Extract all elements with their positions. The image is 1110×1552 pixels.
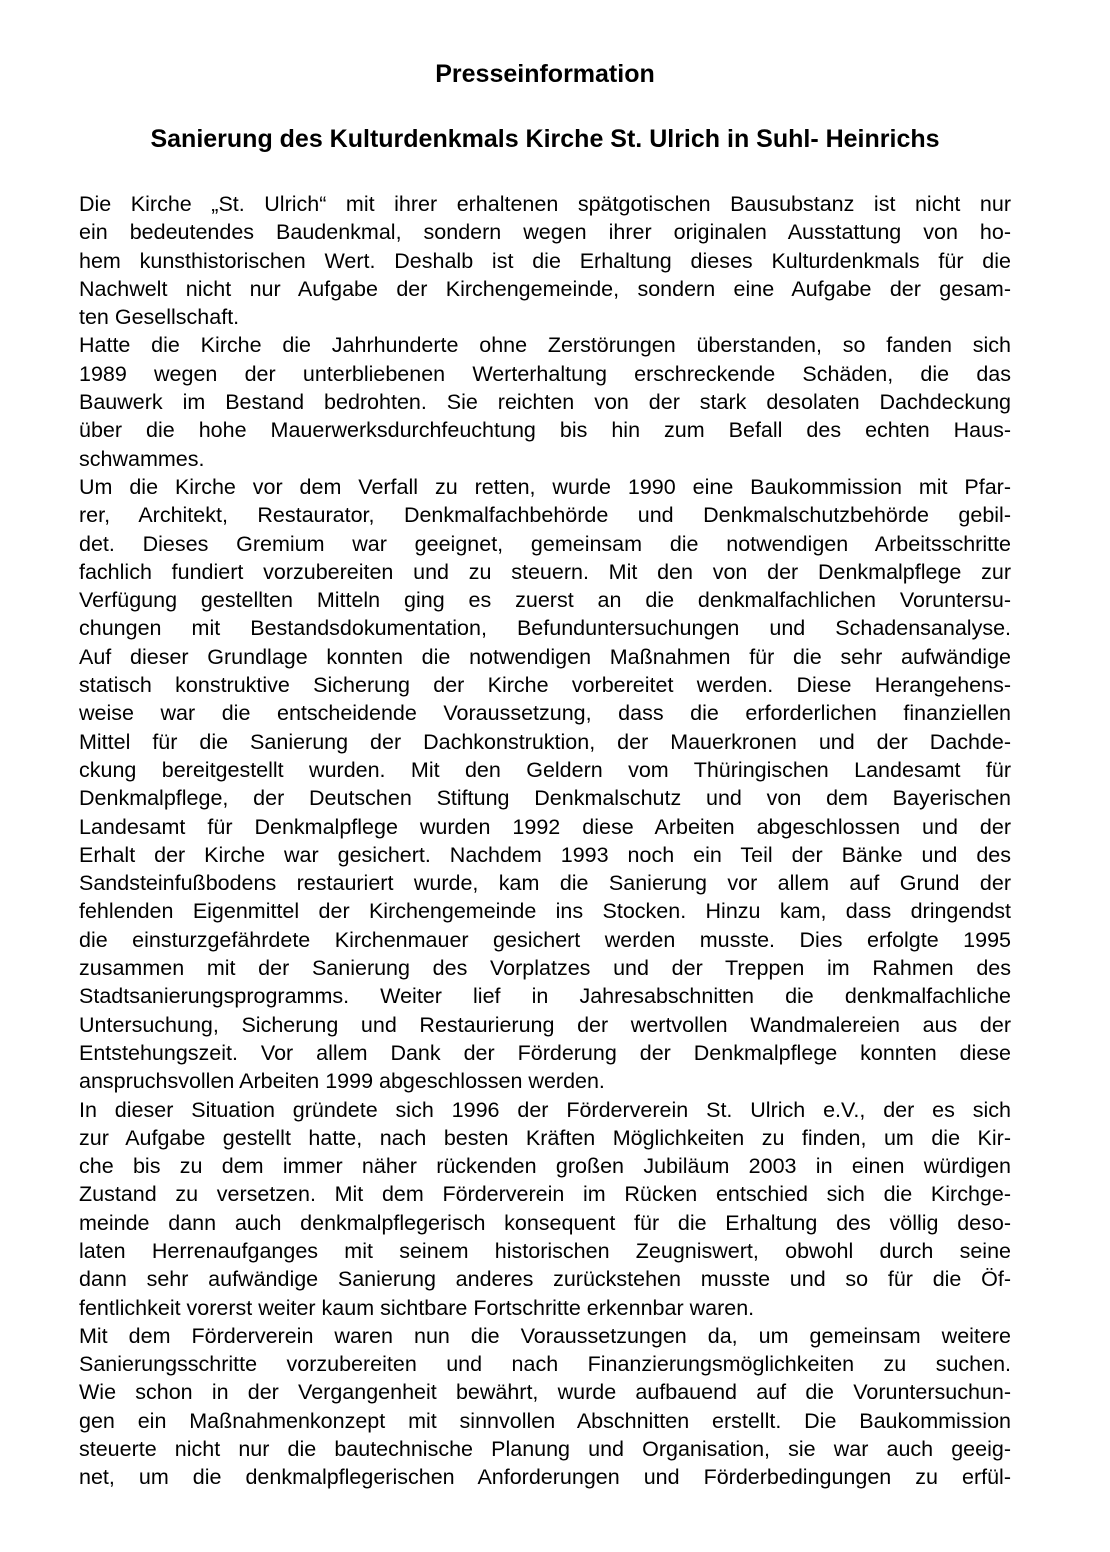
body-line: weise war die entscheidende Voraussetzung, dass die erforderlichen finanziellen [79,701,1011,726]
body-line: 1989 wegen der unterbliebenen Werterhaltung erschreckende Schäden, die das [79,361,1011,386]
body-line: Um die Kirche vor dem Verfall zu retten, wurde 1990 eine Baukommission mit Pfar- [79,474,1011,499]
body-line: Die Kirche „St. Ulrich“ mit ihrer erhaltenen spätgotischen Bausubstanz ist nicht nur [79,192,1011,216]
body-line: che bis zu dem immer näher rückenden großen Jubiläum 2003 in einen würdigen [79,1154,1011,1179]
body-text [79,190,1011,1492]
document-subtitle: Sanierung des Kulturdenkmals Kirche St. Ulrich in Suhl- Heinrichs [150,125,940,153]
body-line: fentlichkeit vorerst weiter kaum sichtbare Fortschritte erkennbar waren. [79,1295,755,1320]
body-line: Untersuchung, Sicherung und Restaurierung der wertvollen Wandmalereien aus der [79,1012,1011,1037]
body-line: det. Dieses Gremium war geeignet, gemeinsam die notwendigen Arbeitsschritte [79,531,1011,556]
body-line: rer, Architekt, Restaurator, Denkmalfachbehörde und Denkmalschutzbehörde gebil- [79,503,1011,528]
body-line: Mit dem Förderverein waren nun die Voraussetzungen da, um gemeinsam weitere [79,1323,1011,1348]
document-title: Presseinformation [435,60,655,88]
body-line: Sanierungsschritte vorzubereiten und nach Finanzierungsmöglichkeiten zu suchen. [79,1352,1011,1377]
body-line: Hatte die Kirche die Jahrhunderte ohne Zerstörungen überstanden, so fanden sich [79,333,1011,358]
body-line: gen ein Maßnahmenkonzept mit sinnvollen Abschnitten erstellt. Die Baukommission [79,1408,1011,1433]
body-line: Sandsteinfußbodens restauriert wurde, kam die Sanierung vor allem auf Grund der [79,871,1011,896]
body-line: ckung bereitgestellt wurden. Mit den Geldern vom Thüringischen Landesamt für [79,757,1011,782]
body-line: über die hohe Mauerwerksdurchfeuchtung bis hin zum Befall des echten Haus- [79,418,1011,443]
body-line: hem kunsthistorischen Wert. Deshalb ist die Erhaltung dieses Kulturdenkmals für die [79,248,1011,273]
body-line: Denkmalpflege, der Deutschen Stiftung Denkmalschutz und von dem Bayerischen [79,786,1011,811]
body-line: Verfügung gestellten Mitteln ging es zuerst an die denkmalfachlichen Voruntersu- [79,588,1011,613]
body-line: anspruchsvollen Arbeiten 1999 abgeschlossen werden. [79,1069,605,1094]
body-line: zur Aufgabe gestellt hatte, nach besten Kräften Möglichkeiten zu finden, um die Kir- [79,1125,1011,1150]
body-line: In dieser Situation gründete sich 1996 der Förderverein St. Ulrich e.V., der es sich [79,1097,1011,1122]
body-line: Auf dieser Grundlage konnten die notwendigen Maßnahmen für die sehr aufwändige [79,644,1011,669]
body-line: Zustand zu versetzen. Mit dem Förderverein im Rücken entschied sich die Kirchge- [79,1182,1011,1207]
body-line: steuerte nicht nur die bautechnische Planung und Organisation, sie war auch geeig- [79,1437,1011,1462]
body-line: schwammes. [79,446,205,471]
body-line: Bauwerk im Bestand bedrohten. Sie reichten von der stark desolaten Dachdeckung [79,390,1011,415]
body-line: net, um die denkmalpflegerischen Anforderungen und Förderbedingungen zu erfül- [79,1465,1011,1490]
body-line: Erhalt der Kirche war gesichert. Nachdem 1993 noch ein Teil der Bänke und des [79,842,1011,867]
body-line: chungen mit Bestandsdokumentation, Befunduntersuchungen und Schadensanalyse. [79,616,1011,641]
body-line: fachlich fundiert vorzubereiten und zu steuern. Mit den von der Denkmalpflege zur [79,559,1011,584]
body-line: zusammen mit der Sanierung des Vorplatzes und der Treppen im Rahmen des [79,956,1011,981]
body-line: ten Gesellschaft. [79,305,240,330]
body-line: Wie schon in der Vergangenheit bewährt, wurde aufbauend auf die Voruntersuchun- [79,1380,1011,1405]
body-line: Nachwelt nicht nur Aufgabe der Kirchengemeinde, sondern eine Aufgabe der gesam- [79,276,1011,301]
body-line: Entstehungszeit. Vor allem Dank der Förderung der Denkmalpflege konnten diese [79,1040,1011,1065]
body-line: Mittel für die Sanierung der Dachkonstruktion, der Mauerkronen und der Dachde- [79,729,1011,754]
body-line: die einsturzgefährdete Kirchenmauer gesichert werden musste. Dies erfolgte 1995 [79,927,1011,952]
body-line: statisch konstruktive Sicherung der Kirche vorbereitet werden. Diese Herangehens- [79,673,1011,698]
body-line: laten Herrenaufganges mit seinem historischen Zeugniswert, obwohl durch seine [79,1238,1011,1263]
body-line: Stadtsanierungsprogramms. Weiter lief in Jahresabschnitten die denkmalfachliche [79,984,1011,1009]
body-line: ein bedeutendes Baudenkmal, sondern wegen ihrer originalen Ausstattung von ho- [79,220,1011,245]
body-line: Landesamt für Denkmalpflege wurden 1992 diese Arbeiten abgeschlossen und der [79,814,1011,839]
body-line: dann sehr aufwändige Sanierung anderes zurückstehen musste und so für die Öf- [79,1267,1011,1292]
body-line: meinde dann auch denkmalpflegerisch konsequent für die Erhaltung des völlig deso- [79,1210,1011,1235]
body-line: fehlenden Eigenmittel der Kirchengemeinde ins Stocken. Hinzu kam, dass dringendst [79,899,1011,924]
